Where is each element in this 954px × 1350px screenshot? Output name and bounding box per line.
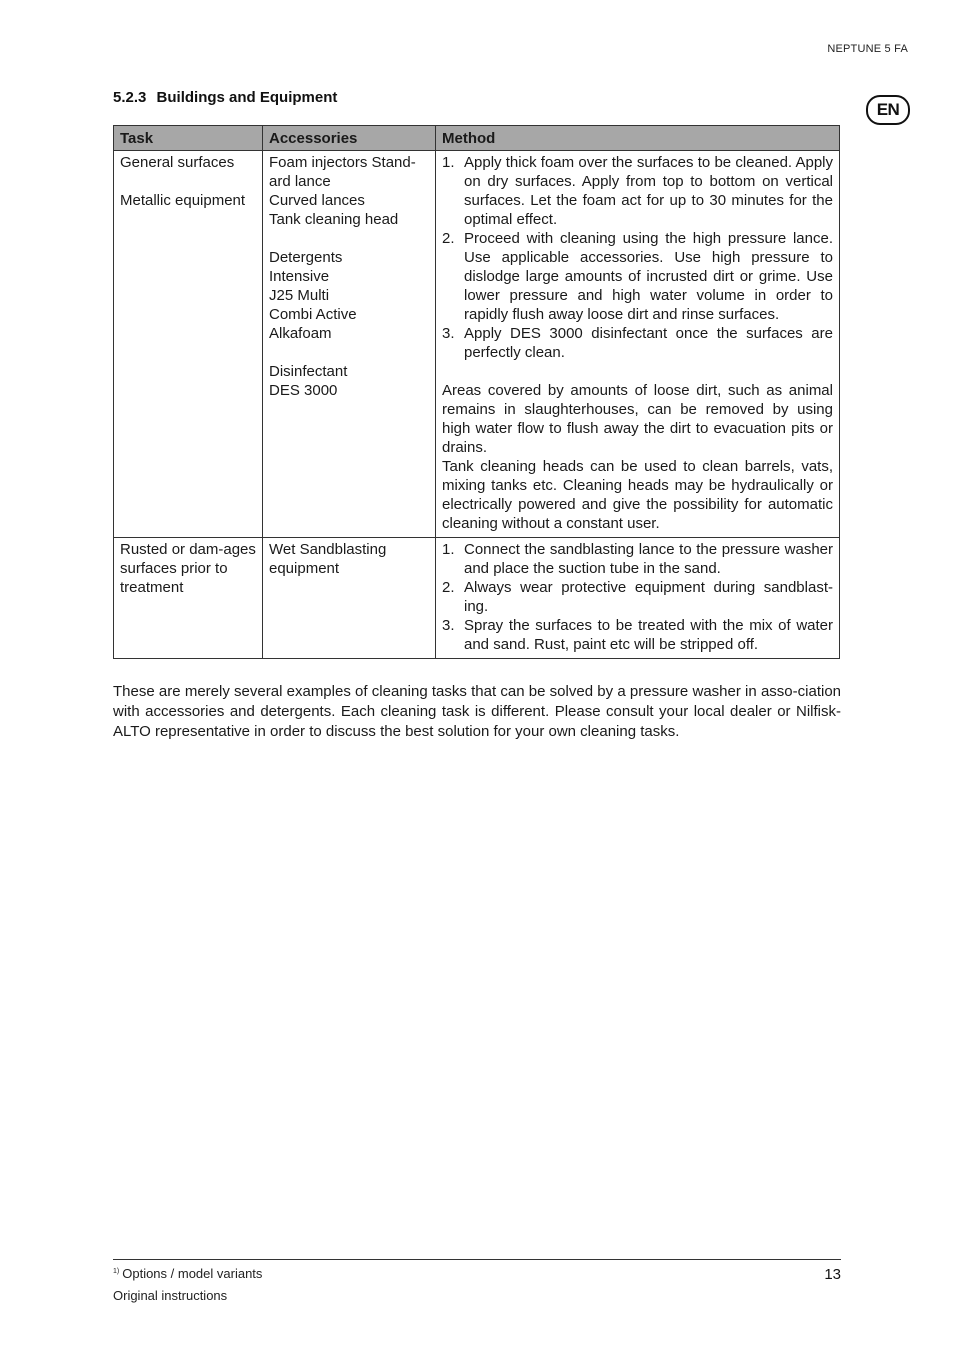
accessory-item: Detergents bbox=[269, 249, 343, 266]
section-title: Buildings and Equipment bbox=[156, 89, 338, 106]
step-number: 3. bbox=[442, 325, 455, 342]
header-task: Task bbox=[114, 126, 263, 151]
footnote-text: Options / model variants bbox=[122, 1266, 263, 1281]
step-text: Always wear protective equipment during sandblast-ing. bbox=[464, 579, 833, 615]
method-step bbox=[442, 616, 833, 654]
table-header-row bbox=[114, 126, 840, 151]
footnote-mark: 1) bbox=[113, 1268, 120, 1275]
step-number: 3. bbox=[442, 617, 455, 634]
step-text: Spray the surfaces to be treated with the mix of water and sand. Rust, paint etc will be stripped off. bbox=[464, 617, 833, 653]
method-step bbox=[442, 324, 833, 362]
method-steps bbox=[442, 153, 833, 362]
method-step bbox=[442, 229, 833, 324]
task-item: Metallic equipment bbox=[120, 192, 246, 209]
step-number: 1. bbox=[442, 541, 455, 558]
method-steps bbox=[442, 540, 833, 654]
accessory-item: Foam injectors Stand-ard lance bbox=[269, 154, 416, 190]
method-cell bbox=[436, 151, 840, 538]
accessory-item: J25 Multi bbox=[269, 287, 330, 304]
table-row bbox=[114, 151, 840, 538]
accessory-item: Tank cleaning head bbox=[269, 211, 399, 228]
method-step bbox=[442, 578, 833, 616]
footnote bbox=[113, 1266, 262, 1281]
task-cell: Rusted or dam-ages surfaces prior to treatment bbox=[114, 538, 263, 659]
footer-divider bbox=[113, 1259, 841, 1260]
method-cell bbox=[436, 538, 840, 659]
step-text: Connect the sandblasting lance to the pressure washer and place the suction tube in the sand. bbox=[464, 541, 833, 577]
accessory-item: Combi Active bbox=[269, 306, 357, 323]
table-row bbox=[114, 538, 840, 659]
section-number: 5.2.3 bbox=[113, 89, 147, 106]
step-text: Apply thick foam over the surfaces to be cleaned. Apply on dry surfaces. Apply from top to bottom on vertical surfaces. Let the foam act for up to 30 minutes for the optimal effect. bbox=[464, 154, 833, 228]
task-cell bbox=[114, 151, 263, 538]
step-text: Apply DES 3000 disinfectant once the surfaces are perfectly clean. bbox=[464, 325, 833, 361]
accessories-cell: Wet Sandblasting equipment bbox=[263, 538, 436, 659]
method-step bbox=[442, 540, 833, 578]
header-accessories: Accessories bbox=[263, 126, 436, 151]
method-note: Areas covered by amounts of loose dirt, such as animal remains in slaughterhouses, can be removed by using high water flow to flush away the dirt to evacuation pits or drains. bbox=[442, 382, 833, 456]
accessory-item: Curved lances bbox=[269, 192, 365, 209]
accessory-item: Intensive bbox=[269, 268, 330, 285]
accessories-cell bbox=[263, 151, 436, 538]
method-note: Tank cleaning heads can be used to clean barrels, vats, mixing tanks etc. Cleaning heads may be hydraulically or electrically powered and give the possibility for automatic cleaning without a constant user. bbox=[442, 458, 833, 532]
step-number: 1. bbox=[442, 154, 455, 171]
method-step bbox=[442, 153, 833, 229]
step-number: 2. bbox=[442, 230, 455, 247]
original-instructions-label: Original instructions bbox=[113, 1288, 228, 1303]
language-badge: EN bbox=[866, 95, 910, 125]
step-text: Proceed with cleaning using the high pressure lance. Use applicable accessories. Use high pressure to dislodge large amounts of incrusted dirt or grime. Use lower pressure and high water volume in order to rapidly flush away loose dirt and rinse surfaces. bbox=[464, 230, 833, 323]
accessory-item: DES 3000 bbox=[269, 382, 338, 399]
step-number: 2. bbox=[442, 579, 455, 596]
cleaning-tasks-table bbox=[113, 125, 840, 659]
section-heading bbox=[113, 89, 337, 106]
header-method: Method bbox=[436, 126, 840, 151]
task-item: General surfaces bbox=[120, 154, 235, 171]
accessory-item: Disinfectant bbox=[269, 363, 348, 380]
page-number: 13 bbox=[824, 1266, 841, 1283]
product-name: NEPTUNE 5 FA bbox=[827, 43, 908, 55]
accessory-item: Alkafoam bbox=[269, 325, 332, 342]
body-paragraph: These are merely several examples of cleaning tasks that can be solved by a pressure washer in asso-ciation with accessories and detergents. Each cleaning task is different. Please consult your local dealer or Nilfisk-ALTO representative in order to discuss the best solution for your own cleaning tasks. bbox=[113, 683, 841, 740]
